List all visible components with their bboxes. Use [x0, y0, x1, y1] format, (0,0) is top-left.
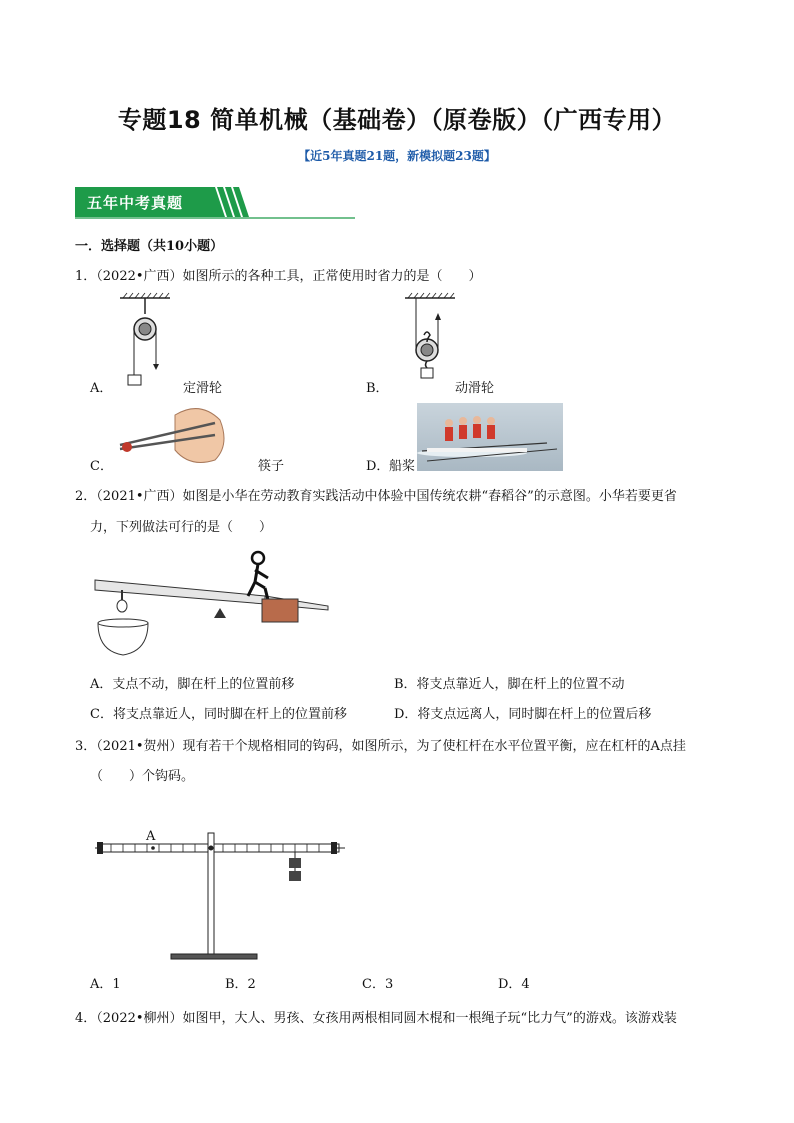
q1-option-b-text: 动滑轮 [455, 381, 495, 396]
q3-stem-line1: 3．（2021•贺州）现有若干个规格相同的钩码，如图所示，为了使杠杆在水平位置平衡，应在杠杆的A点挂 [75, 739, 686, 754]
q1-option-a-letter: A． [90, 381, 113, 396]
q3-option-c: C．3 [362, 977, 394, 992]
fixed-pulley-figure [115, 292, 175, 387]
q1-option-b-letter: B． [366, 381, 389, 396]
q3-option-a: A．1 [90, 977, 121, 992]
q2-option-a: A．支点不动，脚在杆上的位置前移 [90, 677, 295, 692]
q2-option-b: B．将支点靠近人，脚在杆上的位置不动 [394, 677, 625, 692]
rice-pounding-figure [90, 548, 340, 658]
q3-option-d: D．4 [498, 977, 530, 992]
q1-option-c-letter: C． [90, 459, 113, 474]
page-title: 专题18 简单机械（基础卷）（原卷版）（广西专用） [117, 106, 677, 134]
lever-point-a-label: A [146, 829, 156, 844]
banner-label: 五年中考真题 [87, 194, 184, 212]
q1-option-a-text: 定滑轮 [183, 381, 223, 396]
chopsticks-figure [115, 405, 230, 465]
rowing-photo [417, 403, 563, 471]
section-banner [75, 185, 360, 221]
movable-pulley-figure [400, 292, 460, 387]
q3-stem-line2: （ ）个钩码。 [90, 769, 195, 784]
q2-stem-line2: 力，下列做法可行的是（ ） [90, 520, 273, 535]
q1-option-d-text: 船桨 [389, 459, 416, 474]
page-subtitle: 【近5年真题21题，新模拟题23题】 [298, 149, 496, 163]
section-heading: 一．选择题（共10小题） [75, 239, 224, 254]
q1-option-c-text: 筷子 [258, 459, 285, 474]
q4-stem: 4．（2022•柳州）如图甲，大人、男孩、女孩用两根相同圆木棍和一根绳子玩“比力气”的游戏。该游戏装 [75, 1011, 677, 1026]
q1-option-d-letter: D． [366, 459, 390, 474]
q2-option-c: C．将支点靠近人，同时脚在杆上的位置前移 [90, 707, 347, 722]
q1-stem: 1．（2022•广西）如图所示的各种工具，正常使用时省力的是（ ） [75, 269, 482, 284]
q2-stem-line1: 2．（2021•广西）如图是小华在劳动教育实践活动中体验中国传统农耕“舂稻谷”的示意图。小华若要更省 [75, 489, 677, 504]
lever-balance-figure [95, 826, 350, 966]
q3-option-b: B．2 [225, 977, 256, 992]
q2-option-d: D．将支点远离人，同时脚在杆上的位置后移 [394, 707, 652, 722]
